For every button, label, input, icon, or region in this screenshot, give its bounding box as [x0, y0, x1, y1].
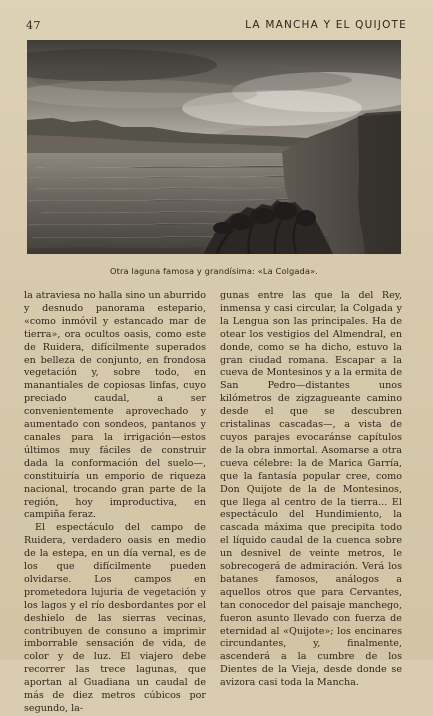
right-paragraph-1: gunas entre las que la del Rey, inmensa y casi circular, la Colgada y la Lengua son las principales. Ha de otear los vestigios del Almendral, en donde, como se ha dicho, estuvo la gran ciudad romana. Escapar a la cueva de Montesinos y a la ermita de San Pedro—distantes unos kilómetros de zigzagueante camino desde el que se descubren cristalinas cascadas—, a vista de cuyos parajes evocaránse capítulos de la obra inmortal. Asomarse a otra cueva célebre: la de Marica Garría, que la fantasía popular cree, como Don Quijote de la de Montesinos, que llega al centro de la tierra... El espectáculo del Hundimiento, la cascada máxima que precipita todo el líquido caudal de la cuenca sobre un desnivel de veinte metros, le sobrecogerá de admiración. Verá los batanes famosos, análogos a aquellos otros que para Cervantes, tan conocedor del paisaje manchego, fueron asunto llevado con fuerza de eternidad al «Quijote»; los encinares circundantes, y, finalmente, ascenderá a la cumbre de los Dientes de la Vieja, desde donde se avizora casi toda la Mancha.	[220, 290, 402, 689]
photo-caption: Otra laguna famosa y grandísima: «La Colgada».	[110, 266, 318, 276]
left-paragraph-2: El espectáculo del campo de Ruidera, verdadero oasis en medio de la estepa, en un día vernal, es de los que difícilmente pueden olvidarse. Los campos en prometedora lujuria de vegetación y los lagos y el río desbordantes por el deshielo de las sierras vecinas, contribuyen de consuno a imprimir imborrable sensación de vida, de color y de luz. El viajero debe recorrer las trece lagunas, que aportan al Guadiana un caudal de más de diez metros cúbicos por segundo, la-	[24, 522, 206, 714]
page-number: 47	[26, 18, 41, 32]
page-header	[26, 16, 407, 34]
left-column	[24, 290, 206, 714]
right-column	[220, 290, 402, 689]
running-title: LA MANCHA Y EL QUIJOTE	[245, 19, 407, 31]
lake-photograph	[27, 40, 401, 254]
left-paragraph-1: la atraviesa no halla sino un aburrido y desnudo panorama estepario, «como inmóvil y estancado mar de tierra», ora ocultos oasis, como este de Ruidera, difícilmente superados en belleza de conjunto, en frondosa vegetación y, sobre todo, en manantiales de copiosas linfas, cuyo preciado caudal, a ser convenientemente aprovechado y aumentado con sondeos, pantanos y canales para la irrigación—estos últimos muy fáciles de construir dada la conformación del suelo—, constituiría un emporio de riqueza nacional, trocando gran parte de la región, hoy improductiva, en campiña feraz.	[24, 290, 206, 521]
article-columns	[24, 290, 402, 714]
